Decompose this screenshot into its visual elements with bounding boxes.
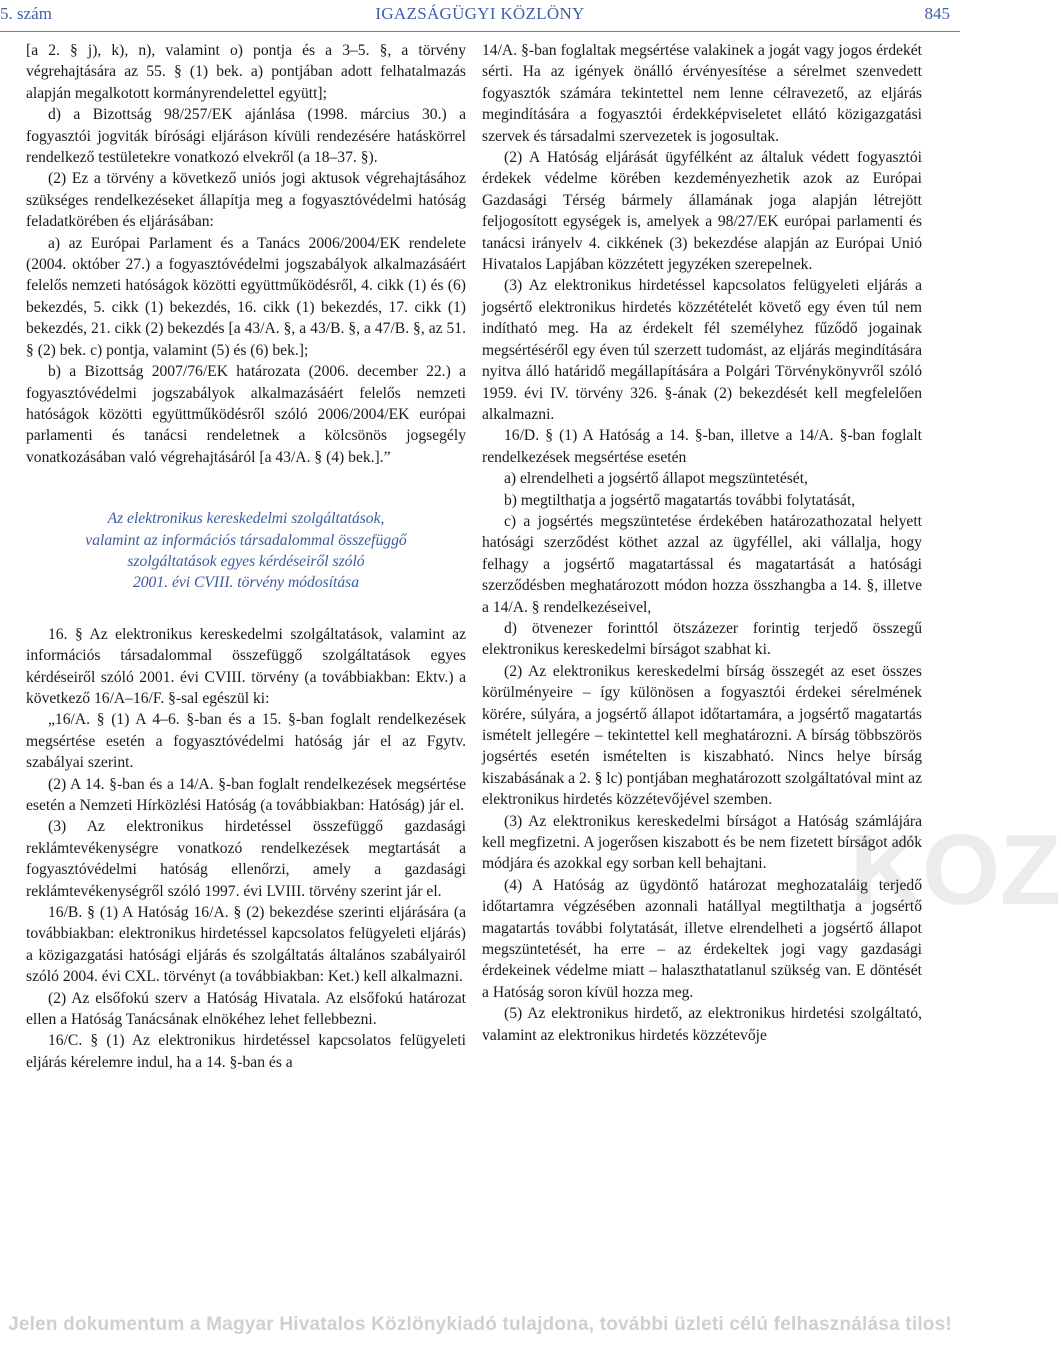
section-title [26, 508, 466, 594]
paragraph: [a 2. § j), k), n), valamint o) pontja és a 3–5. §, a törvény végrehajtására az 55. § (1) bek. a) pontjában adott felhatalmazás alapján megalkotott kormányrendelettel együtt]; [26, 42, 466, 102]
paragraph: (2) Az elektronikus kereskedelmi bírság összegét az eset összes körülményeire – így különösen a fogyasztói érdekei sérelmének körére, súlyára, a jogsértő állapot időtartamára, a jogsértő magatartás ismételt jellegére – tekintettel kell meghatározni. A bírság többszörös jogsértés esetén ismételten is kiszabható. Nincs helye bírság kiszabásának a 2. § lc) pontjában meghatározott szolgáltatóval mint az elektronikus hirdetés közzétevőjével szemben. [482, 662, 922, 809]
paragraph: (2) Ez a törvény a következő uniós jogi aktusok végrehajtásához szükséges rendelkezéseket állapítja meg a fogyasztóvédelmi hatóság feladatkörében és eljárásában: [26, 170, 466, 231]
section-title-line: szolgáltatások egyes kérdéseiről szóló [127, 552, 365, 570]
paragraph: (3) Az elektronikus kereskedelmi bírságot a Hatóság számlájára kell megfizetni. A jogerősen kiszabott és be nem fizetett bírságot adók módjára és azokkal egy sorban kell behajtani. [482, 812, 922, 873]
publication-title: IGAZSÁGÜGYI KÖZLÖNY [375, 4, 585, 23]
paragraph: b) megtilthatja a jogsértő magatartás további folytatását, [504, 491, 856, 509]
paragraph: „16/A. § (1) A 4–6. §-ban és a 15. §-ban foglalt rendelkezések megsértése esetén a fogyasztóvédelmi hatóság jár el az Fgytv. szabályai szerint. [26, 711, 466, 772]
paragraph: (2) A Hatóság eljárását ügyfélként az általuk védett fogyasztói érdekek védelme körében kezdeményezhetik azok az Európai Gazdasági Térség bármely államának joga alapján létrejött feljogosított egységek is, amelyek a 98/27/EK európai parlamenti és tanácsi irányelv 4. cikkének (3) bekezdése alapján az Európai Unió Hivatalos Lapjában közzétett jegyzéken szerepelnek. [482, 149, 922, 274]
paragraph: (3) Az elektronikus hirdetéssel összefüggő gazdasági reklámtevékenységre vonatkozó rendelkezések megtartását a fogyasztóvédelmi hatóság ellenőrzi, amely a gazdasági reklámtevékenységről szóló 1997. évi LVIII. törvény szerint jár el. [26, 818, 466, 900]
paragraph: d) a Bizottság 98/257/EK ajánlása (1998. március 30.) a fogyasztói jogviták bírósági eljáráson kívüli rendezésére hatáskörrel rendelkező testületekre vonatkozó elvekről (a 18–37. §). [26, 106, 466, 167]
paragraph: a) az Európai Parlament és a Tanács 2006/2004/EK rendelete (2004. október 27.) a fogyasztóvédelmi jogszabályok alkalmazásáért felelős nemzeti hatóságok közötti együttműködésről, 4. cikk (1) és (6) bekezdés, 5. cikk (1) bekezdés, 16. cikk (1) bekezdés, 17. cikk (1) bekezdés, 21. cikk (2) bekezdés [a 43/A. §, a 43/B. §, a 47/B. §, az 51. § (2) bek. c) pontja, valamint (5) és (6) bek.]; [26, 234, 466, 359]
ownership-notice: Jelen dokumentum a Magyar Hivatalos Közlönykiadó tulajdona, további üzleti célú felhasználása tilos! [8, 1314, 952, 1335]
paragraph: a) elrendelheti a jogsértő állapot megszüntetését, [504, 470, 808, 488]
paragraph: 16/B. § (1) A Hatóság 16/A. § (2) bekezdése szerinti eljárására (a továbbiakban: elektronikus hirdetéssel kapcsolatos felügyeleti eljárás) a közigazgatási hatósági eljárás és szolgáltatás általános szabályairól szóló 2004. évi CXL. törvényt (a továbbiakban: Ket.) kell alkalmazni. [26, 904, 466, 986]
header-rule [0, 31, 960, 32]
issue-number: 5. szám [0, 4, 52, 23]
paragraph: (2) A 14. §-ban és a 14/A. §-ban foglalt rendelkezések megsértése esetén a Nemzeti Hírközlési Hatóság (a továbbiakban: Hatóság) jár el. [26, 775, 466, 814]
paragraph: 16/D. § (1) A Hatóság a 14. §-ban, illetve a 14/A. §-ban foglalt rendelkezések megsértése esetén [482, 427, 922, 466]
paragraph: b) a Bizottság 2007/76/EK határozata (2006. december 22.) a fogyasztóvédelmi jogszabályok alkalmazásáért felelős nemzeti hatóságok közötti együttműködésről szóló 2006/2004/EK európai parlamenti és tanácsi rendeletnek a kölcsönös jogsegély vonatkozásában való végrehajtásáról [a 43/A. § (4) bek.].” [26, 363, 466, 466]
right-column [482, 40, 922, 1046]
paragraph: d) ötvenezer forinttól ötszázezer forintig terjedő összegű elektronikus kereskedelmi bírságot szabhat ki. [482, 619, 922, 659]
paragraph: c) a jogsértés megszüntetése érdekében határozathozatal helyett hatósági szerződést köthet azzal az ügyféllel, aki vállalja, hogy felhagy a jogsértő magatartással és magatartását a hatósági szerződésben meghatározott módon hozza összhangba a 14. §, illetve a 14/A. § rendelkezéseivel, [482, 512, 922, 616]
paragraph: 16/C. § (1) Az elektronikus hirdetéssel kapcsolatos felügyeleti eljárás kérelemre indul, ha a 14. §-ban és a [26, 1032, 466, 1071]
section-title-line: valamint az információs társadalommal összefüggő [85, 531, 407, 549]
section-title-line: 2001. évi CVIII. törvény módosítása [132, 574, 360, 592]
page-number: 845 [924, 4, 950, 23]
paragraph: (2) Az elsőfokú szerv a Hatóság Hivatala. Az elsőfokú határozat ellen a Hatóság Tanácsának elnökéhez lehet fellebbezni. [26, 989, 466, 1029]
paragraph: (3) Az elektronikus hirdetéssel kapcsolatos felügyeleti eljárás a jogsértő elektronikus hirdetés közzétételét követő egy éven túl nem indítható meg. Ha az érdekelt fél személyhez fűződő jogainak megsértéséről egy éven túl szerzett tudomást, az eljárás megindítására nyitva álló határidő megállapítására a Polgári Törvénykönyvről szóló 1959. évi IV. törvény 326. §-ának (2) bekezdését kell megfelelően alkalmazni. [482, 277, 922, 423]
watermark-text: KOZ [850, 814, 1061, 926]
left-column [26, 40, 466, 1073]
paragraph: (5) Az elektronikus hirdető, az elektronikus hirdetési szolgáltató, valamint az elektronikus hirdetés közzétevője [482, 1005, 922, 1044]
paragraph: 16. § Az elektronikus kereskedelmi szolgáltatások, valamint az információs társadalommal összefüggő szolgáltatások egyes kérdéseiről szóló 2001. évi CVIII. törvény (a továbbiakban: Ektv.) a következő 16/A–16/F. §-sal egészül ki: [26, 625, 466, 707]
paragraph: (4) A Hatóság az ügydöntő határozat meghozataláig terjedő időtartamra végzésében azonnali hatállyal megtilthatja a jogsértő magatartás további folytatását, illetve elrendelheti a jogsértő állapot megszüntetését, ha erre – az érdekeltek jogi vagy gazdasági érdekeinek védelme miatt – halaszthatatlanul szükség van. E döntését a Hatóság soron kívül hozza meg. [482, 876, 922, 1001]
section-title-line: Az elektronikus kereskedelmi szolgáltatások, [107, 510, 385, 528]
page-header [0, 0, 960, 30]
paragraph: 14/A. §-ban foglaltak megsértése valakinek a jogát vagy jogos érdekét sérti. Ha az igények önálló érvényesítése a sérelmet szenvedett fogyasztók számára tekintettel nem lenne célravezető, az eljárás megindítására a fogyasztói érdekképviseletet ellátó közigazgatási szervek és társadalmi szervezetek is jogosultak. [482, 42, 922, 145]
